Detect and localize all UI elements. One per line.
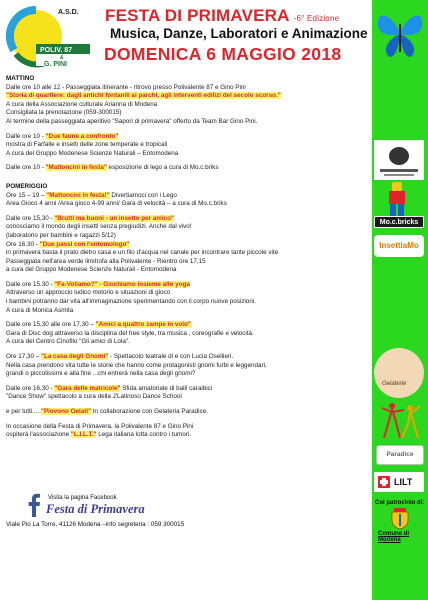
time-label: Ore 15 – 19 – (6, 191, 47, 199)
time-label: Ore 16.30 - (6, 240, 40, 248)
edition-label: -6° Edizione (293, 14, 340, 23)
text-line: ospiterà l'associazione (6, 431, 71, 439)
text-line: Al termine della passeggiata aperitivo "Sapori di primavera" offerto da Team Bar Gino Pini. (6, 117, 258, 125)
facebook-page-name[interactable]: Festa di Primavera (46, 502, 145, 516)
time-label: Dalle ore 15.30 - (6, 280, 55, 288)
logo-line1: POLIV. 87 (40, 47, 73, 54)
highlight-title: "Piovono Gelati" (41, 408, 92, 415)
text-line: (laboratorio per bambini e ragazzi 5/12) (6, 231, 116, 239)
highlight-title: "Mattoncini in festa" (45, 164, 107, 172)
butterfly-icon (374, 2, 426, 66)
time-label: Dalle ore 10 - (6, 164, 46, 172)
gruppo-scienze-naturali-logo (374, 140, 424, 180)
event-subtitle: Musica, Danze, Laboratori e Animazione (110, 26, 368, 41)
text-line: In collaborazione con Gelateria Paradice. (91, 408, 208, 415)
text-line: Consigliata la prenotazione (059-300015) (6, 109, 122, 117)
event-title (105, 6, 339, 26)
gelateria-label: Gelaterie (382, 381, 407, 387)
text-line: Attraverso un approccio ludico motorio e situazioni di gioco (6, 289, 171, 297)
highlight-title: "Storia di quartiere: dagli antichi fontanili ai parchi, agli interventi edilizi del secolo scorso." (6, 92, 281, 100)
text-line: grandi o piccolissimi e alla fine ...chi entrerà nella casa degli gnomi? (6, 370, 196, 378)
text-line: mostra di Farfalle e insetti delle zone temperate e tropicali (6, 141, 168, 149)
text-line: In occasione della Festa di Primavera, la Polivalente 87 e Gino Pini (6, 422, 194, 430)
text-line: A cura della Associazione culturale Arianna di Modena (6, 100, 158, 108)
insettiamo-logo: InsettiaMo (374, 235, 424, 257)
section-heading: POMERIGGIO (6, 182, 48, 190)
highlight-title: "Mattoncini in festa!" (46, 191, 110, 199)
asd-label: A.S.D. (58, 9, 79, 16)
lilt-label: LILT (394, 477, 413, 487)
logo-line2: & (60, 55, 64, 61)
title-text: FESTA DI PRIMAVERA (105, 6, 290, 25)
text-line: A cura del Centro Cinofilo "Gli amici di Lola". (6, 338, 130, 346)
address-line: Viale Pio La Torre, 41126 Modena –info segreteria : 059 300015 (6, 521, 185, 528)
text-line: i bambini potranno dar vita all'immaginazione sperimentando con il corpo nuove posizioni. (6, 298, 257, 306)
text-line: - Spettacolo teatrale di e con Lucia Osellieri. (108, 353, 234, 361)
lego-figure-icon (382, 182, 412, 216)
text-line: in primavera basta il prato dietro casa e un filo d'acqua nel canale per incontrare tante piccole vite (6, 249, 279, 257)
facebook-icon[interactable] (26, 493, 42, 517)
text-line: Passeggiata nell'area verde limitrofa alla Polivalente - Rientro ore 17,15 (6, 257, 206, 265)
text-line: Gara di Disc dog attraverso la disciplina del free style, tra musica , coreografie e velocità. (6, 329, 254, 337)
time-label: Ore 17,30 – (6, 353, 42, 361)
time-label: Dalle ore 10 - (6, 132, 46, 140)
polivalente-logo (6, 6, 92, 68)
patrocinio-label: Col patrocinio di: (375, 500, 425, 506)
text-line: A cura del Gruppo Modenese Scienze Naturali – Entomodena (6, 149, 179, 157)
highlight-title: "La casa degli Gnomi" (41, 353, 109, 361)
text-line: A cura di Monica Asmita (6, 306, 74, 314)
coat-of-arms-icon (390, 508, 410, 530)
section-heading: MATTINO (6, 75, 35, 82)
highlight-title: "Due passi con l'entomologo" (39, 240, 130, 248)
highlight-title: "Due faune a confronto" (45, 132, 119, 140)
text-line: esposizione di lego a cura di Mo.c.briks (106, 164, 219, 172)
text-line: conosciamo il mondo degli insetti senza pregiudizi. Anche dal vivo! (6, 223, 192, 231)
logo-line3: G. PINI (44, 61, 67, 68)
text-line: Area Gioco 4 anni /Area gioco 4-99 anni/ Gara di velocità – a cura di Mo.c.briks (6, 200, 227, 208)
time-label: Dalle ore 16,30 - (6, 384, 55, 392)
gelateria-logo (374, 348, 424, 398)
text-line: Nella casa prendono vita tutte le storie che hanno come protagonisti gnomi furbi e leggendari, (6, 361, 267, 369)
time-label: Dalle ore 15,30 alle ore 17,30 – (6, 321, 96, 329)
text-line: a cura del Gruppo Modenese Scienze Naturali - Entomodena (6, 266, 177, 274)
program (6, 75, 366, 440)
facebook-visit-text: Visita la pagina Facebook (48, 495, 117, 501)
highlight-title: "Fa-Voliamo?" - Giochiamo insieme allo yoga (54, 280, 190, 288)
text-line: Dalle ore 10 alle 12 - Passeggiata itinerante - ritrovo presso Polivalente 87 e Gino Pini (6, 83, 246, 91)
highlight-title: "L.I.L.T." (70, 431, 97, 439)
text-line: Lega italiana lotta contro i tumori. (96, 431, 191, 439)
paradice-logo: Paradice (376, 445, 424, 465)
highlight-title: "Brutti ma buoni - un insetto per amico" (54, 214, 174, 222)
mocbricks-logo: Mo.c.bricks (374, 216, 424, 228)
event-date: DOMENICA 6 MAGGIO 2018 (104, 44, 342, 64)
text-line: Sfida amatoriale di balli caraibici (120, 384, 213, 392)
highlight-title: "Amici a quattro zampe in volo" (95, 321, 191, 329)
dancers-icon (376, 400, 424, 440)
highlight-title: "Gara delle matricole" (54, 384, 121, 392)
text-line: "Dance Show" spettacolo a cura della J'Latinoso Dance School (6, 393, 182, 401)
text-line: Divertiamoci con i Lego (109, 191, 177, 199)
comune-modena-label: Comune di Modena (378, 531, 409, 543)
time-label: Dalle ore 15,30 - (6, 214, 55, 222)
text-line: e per tutti..... (6, 408, 41, 415)
